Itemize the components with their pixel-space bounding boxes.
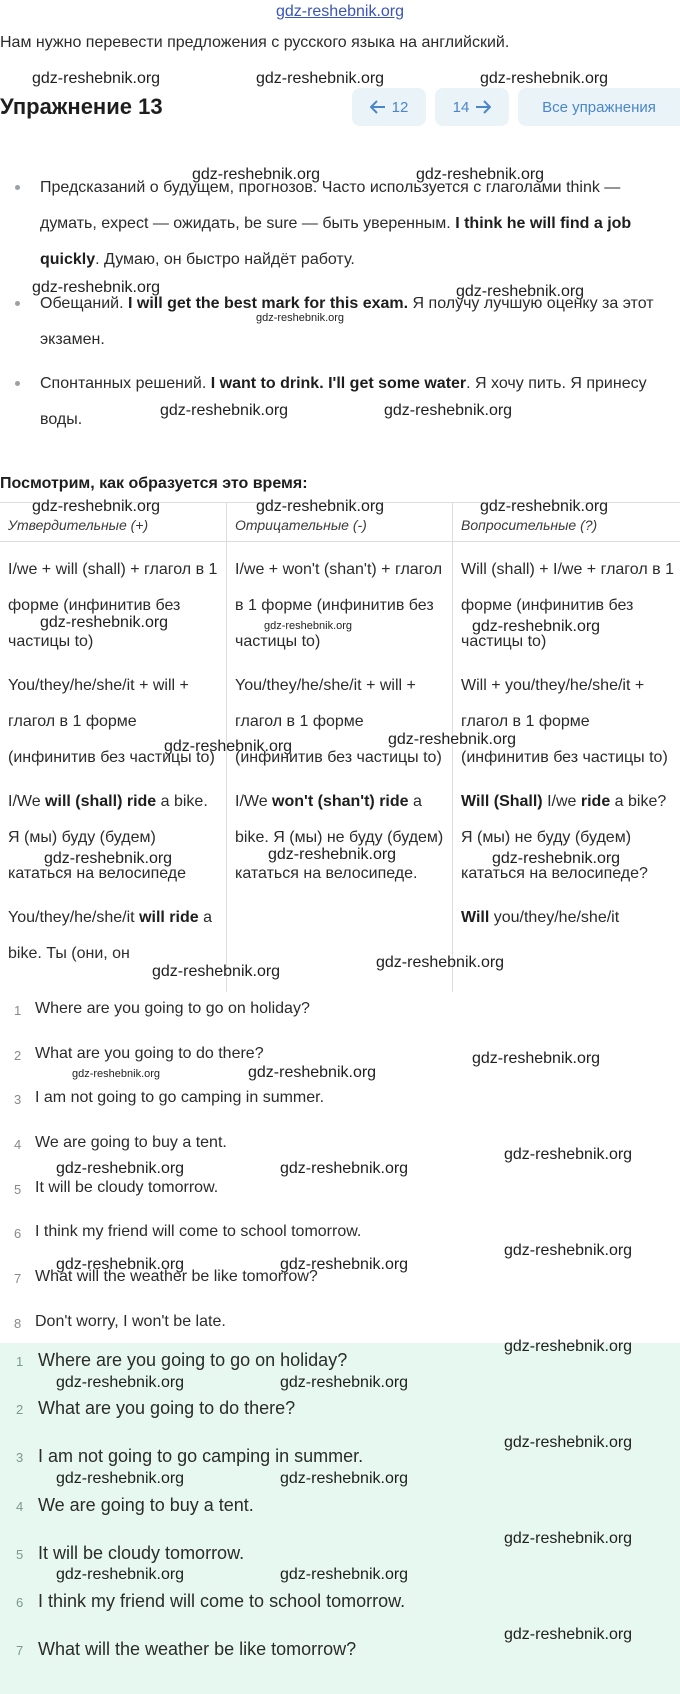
formation-table bbox=[0, 502, 680, 992]
watermark: gdz-reshebnik.org bbox=[72, 1068, 161, 1080]
watermark: gdz-reshebnik.org bbox=[32, 279, 161, 296]
watermark: gdz-reshebnik.org bbox=[280, 1566, 409, 1583]
watermark: gdz-reshebnik.org bbox=[492, 850, 621, 867]
answer-item: 1 Where are you going to go on holiday? bbox=[16, 1350, 348, 1370]
watermark: gdz-reshebnik.org bbox=[280, 1374, 409, 1391]
watermark: gdz-reshebnik.org bbox=[472, 1050, 601, 1067]
all-exercises-button[interactable] bbox=[518, 88, 680, 126]
usage-bullet-list bbox=[0, 170, 680, 446]
watermark: gdz-reshebnik.org bbox=[376, 954, 505, 971]
list-item: 5 It will be cloudy tomorrow. bbox=[14, 1178, 219, 1197]
table-cell: You/they/he/she/it will ride a bike. Ты (они, он bbox=[8, 909, 212, 962]
watermark: gdz-reshebnik.org bbox=[416, 166, 545, 183]
watermark: gdz-reshebnik.org bbox=[504, 1338, 633, 1355]
table-header: Отрицательные (-) bbox=[227, 502, 453, 542]
table-cell: Will (shall) + I/we + глагол в 1 форме (инфинитив без частицы to) bbox=[461, 561, 674, 650]
watermark: gdz-reshebnik.org bbox=[164, 738, 293, 755]
table-cell: I/we + will (shall) + глагол в 1 форме (инфинитив без частицы to) bbox=[8, 561, 218, 650]
watermark: gdz-reshebnik.org bbox=[384, 402, 513, 419]
answer-item: 7 What will the weather be like tomorrow? bbox=[16, 1639, 357, 1660]
list-item: 1 Where are you going to go on holiday? bbox=[14, 1000, 310, 1018]
list-item: 7 What will the weather be like tomorrow? bbox=[14, 1268, 318, 1287]
table-cell: You/they/he/she/it + will + глагол в 1 форме (инфинитив без частицы to) bbox=[235, 677, 442, 766]
arrow-left-icon bbox=[370, 100, 386, 114]
watermark: gdz-reshebnik.org bbox=[56, 1566, 185, 1583]
exercise-title: Упражнение 13 bbox=[0, 94, 163, 119]
bullet-dot-icon bbox=[15, 185, 20, 190]
answer-item: 5 It will be cloudy tomorrow. bbox=[16, 1542, 245, 1563]
watermark: gdz-reshebnik.org bbox=[480, 498, 609, 515]
watermark: gdz-reshebnik.org bbox=[280, 1256, 409, 1273]
table-header: Утвердительные (+) bbox=[0, 502, 226, 542]
table-cell: Will (Shall) I/we ride a bike? Я (мы) не буду (будем) кататься на велосипеде? bbox=[461, 793, 667, 882]
watermark: gdz-reshebnik.org bbox=[56, 1256, 185, 1273]
list-item: 4 We are going to buy a tent. bbox=[14, 1134, 227, 1153]
bullet-dot-icon bbox=[15, 301, 20, 306]
table-header: Вопросительные (?) bbox=[453, 502, 680, 542]
table-cell: You/they/he/she/it + will + глагол в 1 форме (инфинитив без частицы to) bbox=[8, 677, 215, 766]
watermark: gdz-reshebnik.org bbox=[472, 618, 601, 635]
table-cell: Will you/they/he/she/it bbox=[461, 909, 620, 926]
clipped-text-line bbox=[0, 128, 680, 142]
list-item: 8 Don't worry, I won't be late. bbox=[14, 1312, 226, 1331]
all-exercises-label: Все упражнения bbox=[542, 98, 656, 116]
table-cell: Will + you/they/he/she/it + глагол в 1 форме (инфинитив без частицы to) bbox=[461, 677, 668, 766]
prev-exercise-label: 12 bbox=[391, 98, 409, 116]
list-item: 2 What are you going to do there? bbox=[14, 1044, 264, 1063]
watermark: gdz-reshebnik.org bbox=[280, 1160, 409, 1177]
watermark: gdz-reshebnik.org bbox=[504, 1530, 633, 1547]
watermark: gdz-reshebnik.org bbox=[32, 498, 161, 515]
watermark: gdz-reshebnik.org bbox=[256, 70, 385, 87]
watermark: gdz-reshebnik.org bbox=[504, 1434, 633, 1451]
bullet-item: Предсказаний о будущем, прогнозов. Часто используется с глаголами think — думать, expect — ожидать, be sure — быть уверенным. I think he will find a job quickly. Думаю, он быстро найдёт работу. bbox=[0, 170, 680, 278]
watermark: gdz-reshebnik.org bbox=[44, 850, 173, 867]
watermark: gdz-reshebnik.org bbox=[56, 1374, 185, 1391]
table-cell: I/We will (shall) ride a bike. Я (мы) буду (будем) кататься на велосипеде bbox=[8, 793, 208, 882]
watermark: gdz-reshebnik.org bbox=[32, 70, 161, 87]
bullet-item: Спонтанных решений. I want to drink. I'll get some water. Я хочу пить. Я принесу воды. bbox=[0, 366, 680, 438]
watermark: gdz-reshebnik.org bbox=[256, 312, 345, 324]
watermark: gdz-reshebnik.org bbox=[280, 1470, 409, 1487]
watermark: gdz-reshebnik.org bbox=[40, 614, 169, 631]
answer-item: 4 We are going to buy a tent. bbox=[16, 1494, 254, 1515]
watermark: gdz-reshebnik.org bbox=[160, 402, 289, 419]
next-exercise-label: 14 bbox=[452, 98, 470, 116]
watermark: gdz-reshebnik.org bbox=[268, 846, 397, 863]
bullet-item: Обещаний. I will get the best mark for this exam. Я получу лучшую оценку за этот экзамен. bbox=[0, 286, 680, 358]
answer-item: 3 I am not going to go camping in summer. bbox=[16, 1446, 364, 1467]
watermark: gdz-reshebnik.org bbox=[504, 1626, 633, 1643]
answer-item: 2 What are you going to do there? bbox=[16, 1398, 296, 1419]
next-exercise-button[interactable] bbox=[435, 88, 509, 126]
list-item: 3 I am not going to go camping in summer. bbox=[14, 1089, 325, 1108]
watermark: gdz-reshebnik.org bbox=[504, 1146, 633, 1163]
watermark: gdz-reshebnik.org bbox=[480, 70, 609, 87]
watermark: gdz-reshebnik.org bbox=[264, 620, 353, 632]
table-cell: I/we + won't (shan't) + глагол в 1 форме (инфинитив без частицы to) bbox=[235, 561, 443, 650]
watermark: gdz-reshebnik.org bbox=[388, 731, 517, 748]
watermark: gdz-reshebnik.org bbox=[504, 1242, 633, 1259]
watermark: gdz-reshebnik.org bbox=[56, 1470, 185, 1487]
table-cell: I/We won't (shan't) ride a bike. Я (мы) не буду (будем) кататься на велосипеде. bbox=[235, 793, 444, 882]
watermark: gdz-reshebnik.org bbox=[192, 166, 321, 183]
watermark: gdz-reshebnik.org bbox=[152, 963, 281, 980]
arrow-right-icon bbox=[475, 100, 491, 114]
answer-item: 6 I think my friend will come to school tomorrow. bbox=[16, 1590, 406, 1611]
prev-exercise-button[interactable] bbox=[352, 88, 426, 126]
formation-heading: Посмотрим, как образуется это время: bbox=[0, 475, 308, 492]
watermark: gdz-reshebnik.org bbox=[56, 1160, 185, 1177]
bullet-dot-icon bbox=[15, 381, 20, 386]
watermark: gdz-reshebnik.org bbox=[248, 1064, 377, 1081]
list-item: 6 I think my friend will come to school tomorrow. bbox=[14, 1223, 362, 1242]
site-link[interactable]: gdz-reshebnik.org bbox=[275, 3, 405, 20]
intro-text: Нам нужно перевести предложения с русского языка на английский. bbox=[0, 34, 510, 51]
watermark: gdz-reshebnik.org bbox=[256, 498, 385, 515]
watermark: gdz-reshebnik.org bbox=[456, 283, 585, 300]
